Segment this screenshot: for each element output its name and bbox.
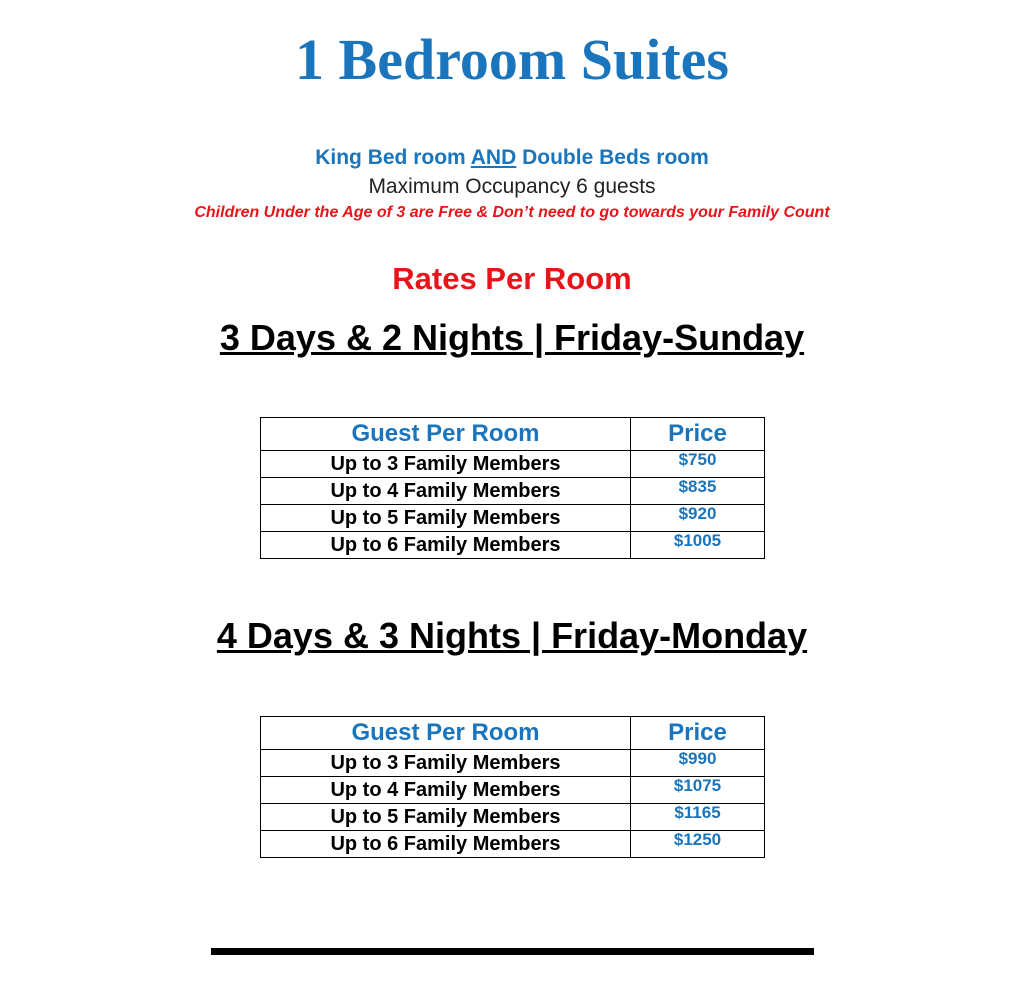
room-type-king: King Bed room xyxy=(315,146,471,169)
column-header-guests: Guest Per Room xyxy=(261,717,631,750)
price-cell: $920 xyxy=(631,505,765,532)
room-type-and: AND xyxy=(470,146,517,169)
price-cell: $1005 xyxy=(631,532,765,559)
package-heading-4-days: 4 Days & 3 Nights | Friday-Monday xyxy=(216,615,808,656)
price-cell: $1075 xyxy=(631,777,765,804)
package-heading-3-days: 3 Days & 2 Nights | Friday-Sunday xyxy=(219,317,805,358)
guest-count-cell: Up to 5 Family Members xyxy=(261,804,631,831)
price-cell: $990 xyxy=(631,750,765,777)
bottom-divider xyxy=(211,948,814,955)
column-header-price: Price xyxy=(631,717,765,750)
room-types xyxy=(0,145,1024,171)
rates-table-4-days xyxy=(260,716,765,858)
table-header-row xyxy=(261,717,765,750)
rates-table-3-days xyxy=(260,417,765,559)
table-row xyxy=(261,478,765,505)
price-cell: $750 xyxy=(631,451,765,478)
table-row xyxy=(261,451,765,478)
table-row xyxy=(261,777,765,804)
guest-count-cell: Up to 4 Family Members xyxy=(261,777,631,804)
max-occupancy: Maximum Occupancy 6 guests xyxy=(368,175,656,198)
table-row xyxy=(261,505,765,532)
guest-count-cell: Up to 3 Family Members xyxy=(261,750,631,777)
price-cell: $835 xyxy=(631,478,765,505)
guest-count-cell: Up to 6 Family Members xyxy=(261,532,631,559)
guest-count-cell: Up to 3 Family Members xyxy=(261,451,631,478)
room-type-double: Double Beds room xyxy=(516,146,709,169)
rates-heading: Rates Per Room xyxy=(392,261,632,296)
column-header-price: Price xyxy=(631,418,765,451)
column-header-guests: Guest Per Room xyxy=(261,418,631,451)
table-row xyxy=(261,532,765,559)
guest-count-cell: Up to 5 Family Members xyxy=(261,505,631,532)
table-header-row xyxy=(261,418,765,451)
page-title: 1 Bedroom Suites xyxy=(295,27,729,92)
price-cell: $1165 xyxy=(631,804,765,831)
table-row xyxy=(261,831,765,858)
children-note: Children Under the Age of 3 are Free & Don’t need to go towards your Family Count xyxy=(194,204,830,221)
price-cell: $1250 xyxy=(631,831,765,858)
table-row xyxy=(261,750,765,777)
guest-count-cell: Up to 4 Family Members xyxy=(261,478,631,505)
table-row xyxy=(261,804,765,831)
guest-count-cell: Up to 6 Family Members xyxy=(261,831,631,858)
